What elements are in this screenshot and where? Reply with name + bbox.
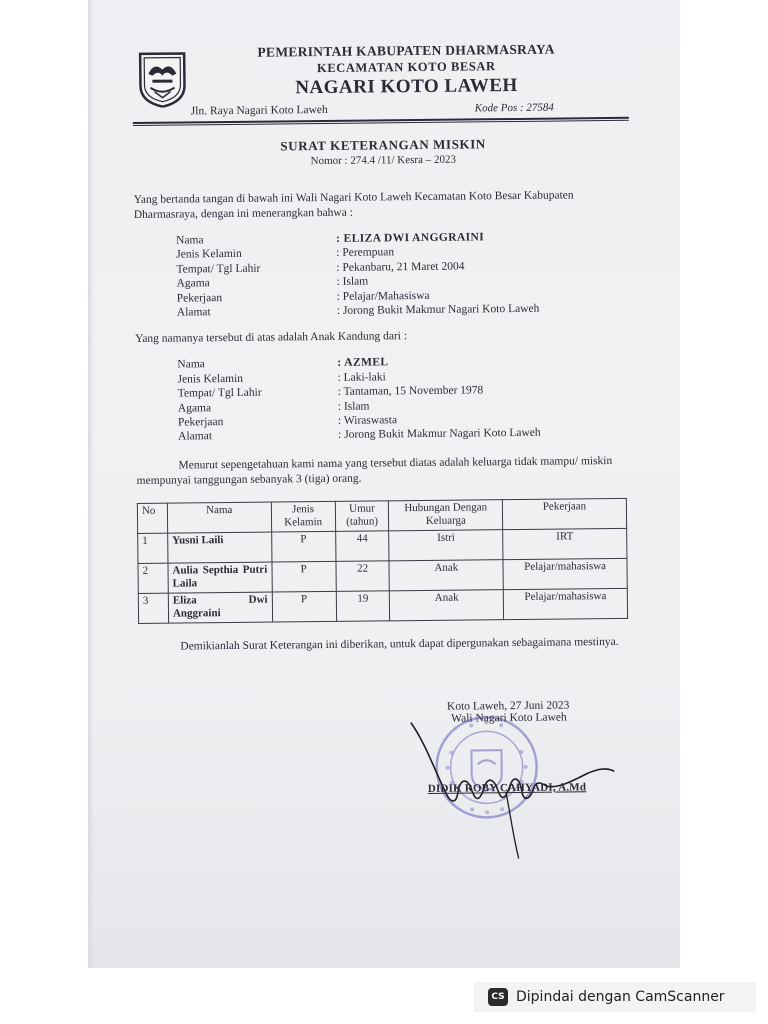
field-value: : Jorong Bukit Makmur Nagari Koto Laweh [338,427,541,442]
camscanner-badge [474,982,756,1012]
letterhead-postal-code: Kode Pos : 27584 [474,101,554,115]
field-value: : Pekanbaru, 21 Maret 2004 [336,260,465,274]
field-value: : Tantaman, 15 November 1978 [337,384,484,399]
letterhead-address: Jln. Raya Nagari Koto Laweh [190,103,328,118]
cell-name: Aulia Septhia Putri Laila [168,562,272,593]
letterhead-district: KECAMATAN KOTO BESAR [316,59,496,76]
column-header-occupation: Pekerjaan [502,498,626,529]
field-value: : Islam [336,275,369,289]
parent-name: : AZMEL [337,356,389,370]
camscanner-logo-icon: CS [488,988,508,1006]
camscanner-text: Dipindai dengan CamScanner [516,989,725,1005]
cell-gender: P [271,531,335,562]
field-value: : Jorong Bukit Makmur Nagari Koto Laweh [336,302,540,317]
cell-gender: P [272,561,336,592]
field-label: Alamat [178,430,213,444]
cell-no: 3 [138,593,168,623]
field-label: Tempat/ Tgl Lahir [177,386,262,400]
column-header-no: No [137,503,167,533]
intro-paragraph: Yang bertanda tangan di bawah ini Wali Nagari Koto Laweh Kecamatan Koto Besar Kabupaten Dharmasraya, dengan ini menerangkan bahwa : [133,189,574,221]
title-block [133,135,633,169]
knowledge-paragraph: Menurut sepengetahuan kami nama yang tersebut diatas adalah keluarga tidak mampu/ miskin mempunyai tanggungan sebanyak 3 (tiga) orang. [136,454,613,487]
cell-age: 44 [335,531,389,562]
closing-paragraph: Demikianlah Surat Keterangan ini diberikan, untuk dapat dipergunakan sebagaimana mestinya. [180,635,619,653]
signature-block [427,699,640,795]
field-label: Tempat/ Tgl Lahir [176,262,261,276]
letterhead [132,35,633,128]
field-label: Agama [177,401,212,415]
field-value: : Pelajar/Mahasiswa [336,289,430,303]
cell-no: 1 [138,533,168,563]
table-row [138,588,627,623]
cell-name: Eliza Dwi Anggraini [168,592,272,623]
regency-emblem-icon [138,51,187,107]
field-label: Nama [176,234,204,247]
cell-gender: P [272,591,336,622]
field-value: : Perempuan [336,246,395,260]
sign-role: Wali Nagari Koto Laweh [451,711,567,725]
cell-relation: Istri [389,530,503,561]
sign-place-date: Koto Laweh, 27 Juni 2023 [446,699,570,713]
field-value: : Laki-laki [337,371,386,384]
field-label: Pekerjaan [176,291,223,305]
column-header-name: Nama [167,502,271,533]
cell-age: 19 [336,591,390,622]
field-label: Jenis Kelamin [176,248,242,261]
column-header-relation: Hubungan Dengan Keluarga [389,500,503,531]
subject-details [176,229,635,320]
cell-occupation: Pelajar/mahasiswa [503,588,627,619]
cell-relation: Anak [389,560,503,591]
letter-document [132,35,638,795]
cell-occupation: Pelajar/mahasiswa [503,558,627,589]
child-statement: Yang namanya tersebut di atas adalah Anak Kandung dari : [135,330,408,346]
cell-occupation: IRT [503,528,627,559]
signatory-name: DIDIK ROBY CAHYADI, A.Md [427,781,587,795]
field-value: : Wiraswasta [337,414,398,427]
column-header-gender: Jenis Kelamin [271,501,335,532]
cell-name: Yusni Laili [168,532,272,563]
field-label: Pekerjaan [177,416,224,429]
document-number: Nomor : 274.4 /11/ Kesra – 2023 [310,153,456,168]
letterhead-government: PEMERINTAH KABUPATEN DHARMASRAYA [257,41,555,60]
field-label: Jenis Kelamin [177,372,244,386]
field-label: Alamat [176,306,211,319]
document-title: SURAT KETERANGAN MISKIN [280,136,486,154]
letterhead-text [196,41,617,100]
cell-relation: Anak [390,590,504,621]
field-value: : Islam [337,400,370,413]
paper-edge-shadow [88,0,94,968]
field-label: Nama [177,358,205,371]
cell-no: 2 [138,563,168,593]
field-label: Agama [176,277,210,290]
column-header-age: Umur (tahun) [335,501,389,532]
parent-details [177,353,636,444]
letterhead-village: NAGARI KOTO LAWEH [295,74,518,99]
dependents-table [137,498,628,624]
cell-age: 22 [336,561,390,592]
subject-name: : ELIZA DWI ANGGRAINI [336,231,485,245]
